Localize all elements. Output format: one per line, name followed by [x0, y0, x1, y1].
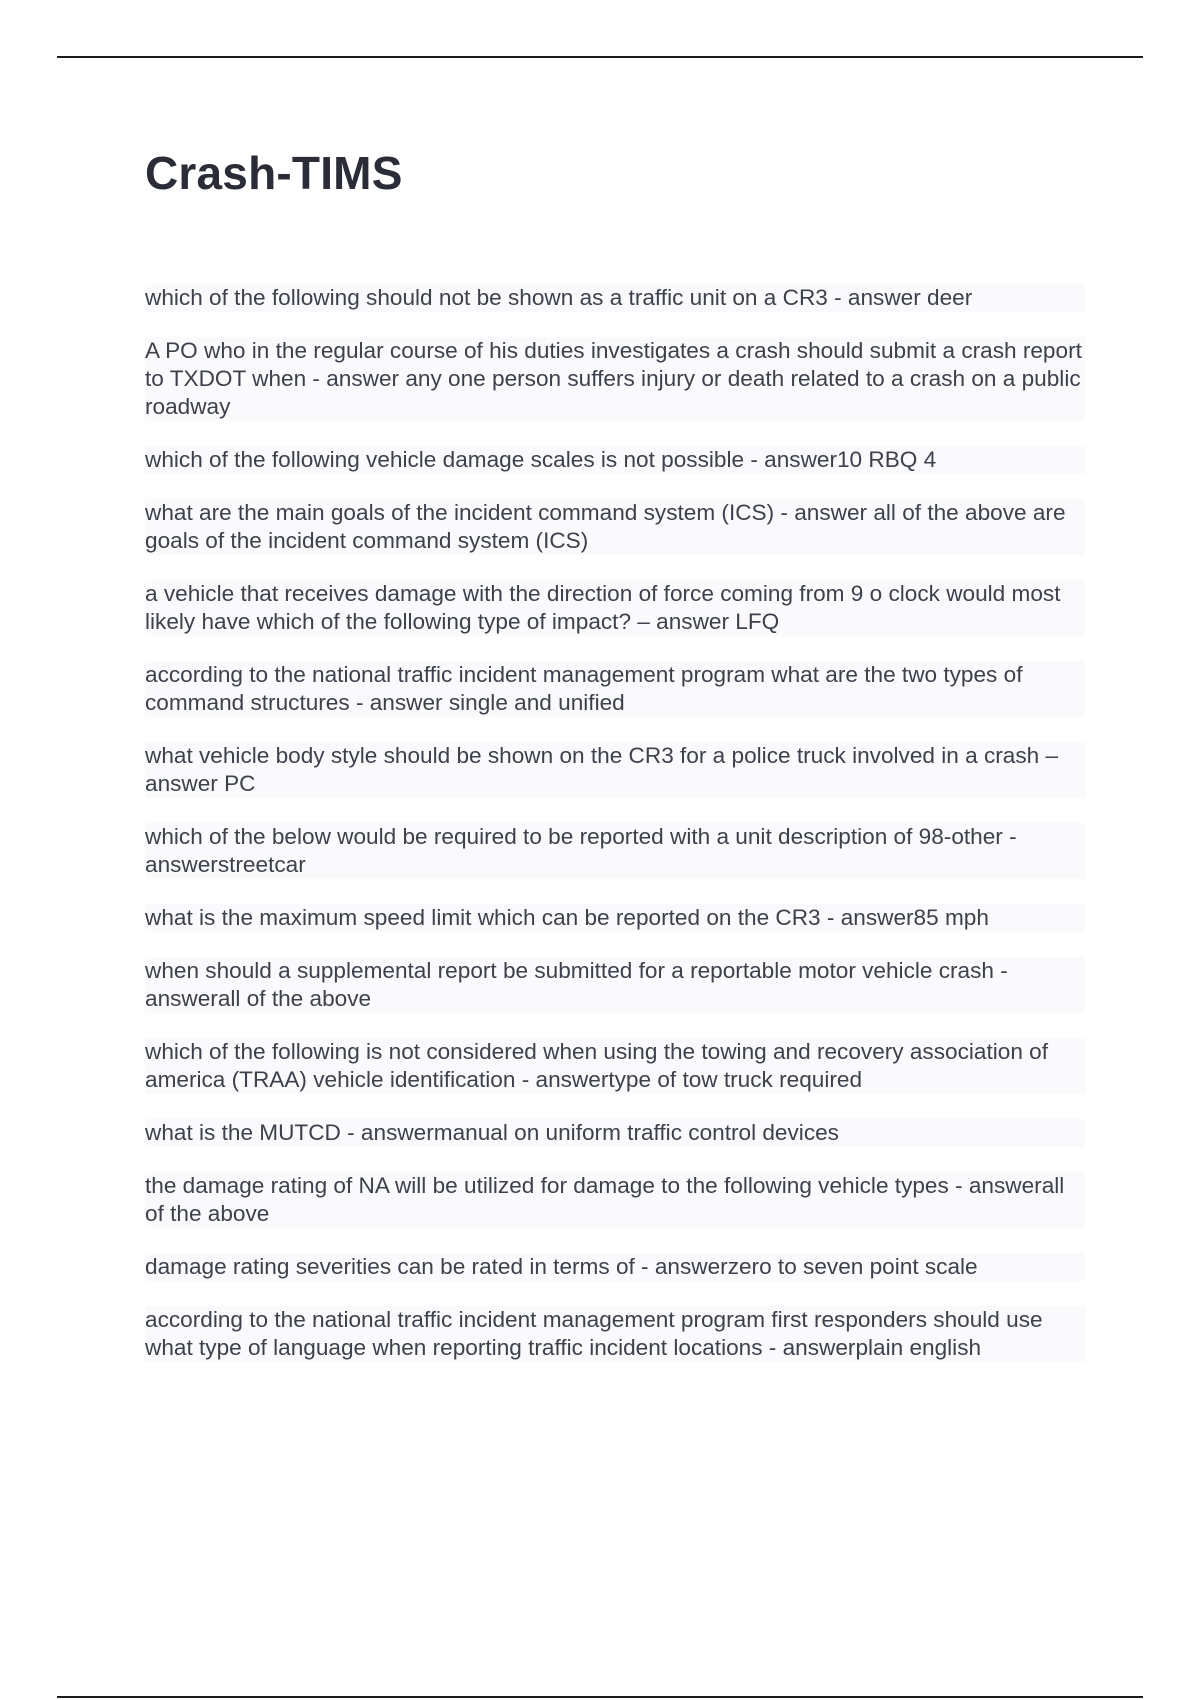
- qa-item-12: what is the MUTCD - answermanual on uniform traffic control devices: [145, 1119, 1085, 1147]
- qa-item-5: a vehicle that receives damage with the direction of force coming from 9 o clock would most likely have which of the following type of impact? – answer LFQ: [145, 580, 1085, 636]
- qa-item-8: which of the below would be required to be reported with a unit description of 98-other - answerstreetcar: [145, 823, 1085, 879]
- page-title: Crash-TIMS: [145, 147, 403, 199]
- qa-item-2: A PO who in the regular course of his duties investigates a crash should submit a crash report to TXDOT when - answer any one person suffers injury or death related to a crash on a public roadway: [145, 337, 1085, 421]
- top-divider: [57, 56, 1143, 58]
- qa-item-10: when should a supplemental report be submitted for a reportable motor vehicle crash - answerall of the above: [145, 957, 1085, 1013]
- qa-item-14: damage rating severities can be rated in terms of - answerzero to seven point scale: [145, 1253, 1085, 1281]
- qa-item-3: which of the following vehicle damage scales is not possible - answer10 RBQ 4: [145, 446, 1085, 474]
- qa-item-13: the damage rating of NA will be utilized for damage to the following vehicle types - answerall of the above: [145, 1172, 1085, 1228]
- qa-item-11: which of the following is not considered when using the towing and recovery association of america (TRAA) vehicle identification - answertype of tow truck required: [145, 1038, 1085, 1094]
- qa-item-4: what are the main goals of the incident command system (ICS) - answer all of the above are goals of the incident command system (ICS): [145, 499, 1085, 555]
- qa-item-9: what is the maximum speed limit which can be reported on the CR3 - answer85 mph: [145, 904, 1085, 932]
- qa-list: [145, 284, 1085, 1387]
- qa-item-7: what vehicle body style should be shown on the CR3 for a police truck involved in a crash – answer PC: [145, 742, 1085, 798]
- bottom-divider: [57, 1696, 1143, 1698]
- qa-item-15: according to the national traffic incident management program first responders should use what type of language when reporting traffic incident locations - answerplain english: [145, 1306, 1085, 1362]
- qa-item-1: which of the following should not be shown as a traffic unit on a CR3 - answer deer: [145, 284, 1085, 312]
- qa-item-6: according to the national traffic incident management program what are the two types of command structures - answer single and unified: [145, 661, 1085, 717]
